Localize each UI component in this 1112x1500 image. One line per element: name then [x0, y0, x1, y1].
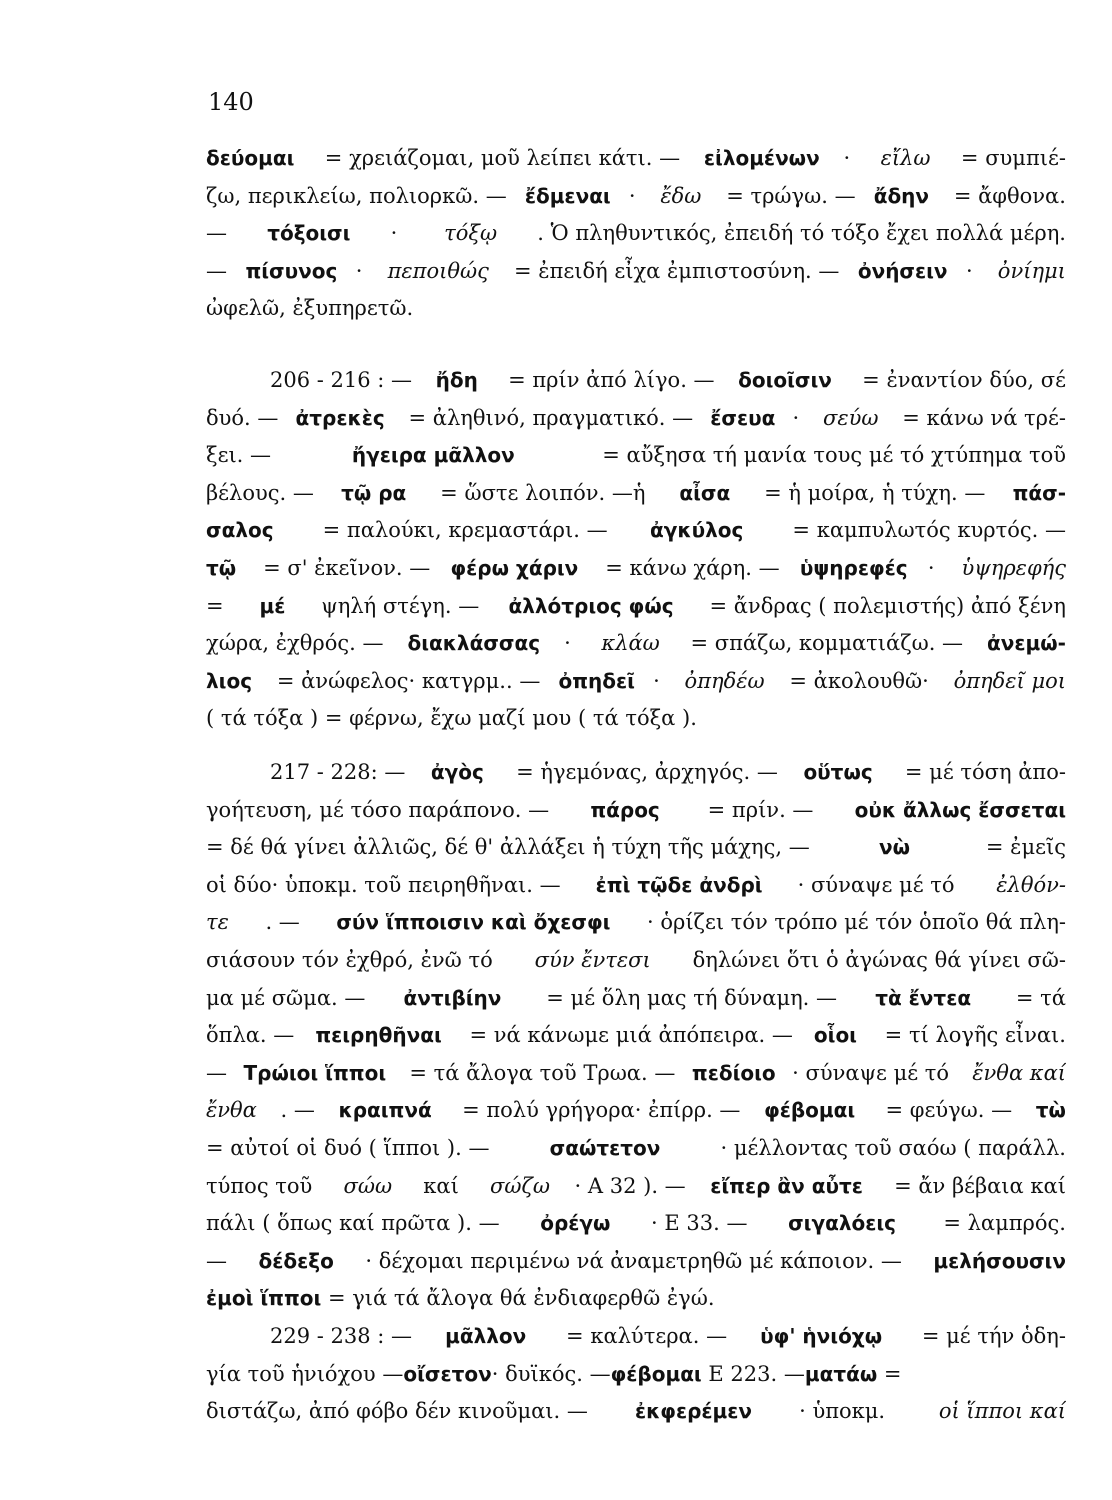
headword: ἔδμεναι [524, 183, 611, 208]
text-line [206, 1318, 1066, 1356]
headword: πίσυνος [245, 258, 338, 283]
gloss-text: = ἐπειδή εἶχα ἐμπιστοσύνη. — [507, 258, 840, 283]
gloss-text: = ἄφθονα. [947, 183, 1066, 208]
headword: φέρω χάριν [450, 555, 579, 580]
gloss-text: = πρίν. — [700, 797, 814, 822]
headword: σαώτετον [549, 1135, 661, 1160]
gloss-text: = τί λογῆς εἶναι. [878, 1023, 1066, 1048]
headword: φέβομαι [764, 1098, 856, 1123]
gloss-text: ξει. — [206, 443, 272, 468]
headword: οἷοι [813, 1023, 857, 1048]
headword: μέ [259, 593, 286, 618]
italic-term: ὀνίημι [997, 258, 1066, 283]
text-line [206, 1356, 1066, 1394]
gloss-text: · ὁρίζει τόν τρόπο μέ τόν ὁποῖο θά πλη- [646, 910, 1066, 935]
italic-term: ἐλθόν- [996, 872, 1066, 897]
italic-term: πεποιθώς [387, 258, 489, 283]
gloss-text: = συμπιέ- [954, 146, 1066, 170]
text-line [206, 942, 1066, 980]
gloss-text: = μέ ὅλη μας τή δύναμη. — [539, 985, 838, 1010]
gloss-text: = αὐτοί οἱ δυό ( ἵπποι ). — [206, 1135, 490, 1160]
paragraph-206-216 [206, 362, 1066, 738]
gloss-text: οἱ δύο· ὑποκμ. τοῦ πειρηθῆναι. — [206, 872, 561, 897]
gloss-text: 229 - 238 : — [270, 1324, 413, 1348]
gloss-text: ψηλή στέγη. — [314, 593, 480, 618]
gloss-text: · [927, 555, 942, 580]
text-line [206, 792, 1066, 830]
text-line [206, 829, 1066, 867]
gloss-text: · δέχομαι περιμένω νά ἀναμετρηθῶ μέ κάποιον. — [365, 1248, 902, 1273]
text-line [206, 253, 1066, 291]
gloss-text: γοήτευση, μέ τόσο παράπονο. — [206, 797, 550, 822]
gloss-text: = τά [1009, 985, 1066, 1010]
italic-term: τόξῳ [444, 221, 498, 246]
headword: πεδίοιο [691, 1060, 776, 1085]
headword: μελήσουσιν [933, 1248, 1066, 1273]
gloss-text: — [206, 258, 227, 283]
gloss-text: · [966, 258, 980, 283]
headword: πάσ- [1012, 480, 1066, 505]
headword: ἄδην [873, 183, 930, 208]
gloss-text: = κάνω νά τρέ- [895, 405, 1066, 430]
gloss-text: · σύναψε μέ τό [797, 872, 962, 897]
text-line [206, 625, 1066, 663]
gloss-text: χώρα, ἐχθρός. — [206, 631, 384, 656]
text-line [206, 362, 1066, 400]
headword: Τρώιοι ἵπποι [243, 1060, 387, 1085]
paragraph-229-238 [206, 1318, 1066, 1431]
gloss-text: ζω, περικλείω, πολιορκῶ. — [206, 183, 507, 208]
gloss-text: = τά ἄλογα τοῦ Τρωα. — [402, 1060, 676, 1085]
text-line [206, 400, 1066, 438]
text-line [206, 1205, 1066, 1243]
headword: τόξοισι [267, 221, 351, 246]
headword: νὼ [878, 835, 910, 860]
gloss-text: = σ' ἐκεῖνον. — [256, 555, 431, 580]
gloss-text: = τρώγω. — [719, 183, 856, 208]
text-line [206, 588, 1066, 626]
headword: οὐκ ἄλλως ἔσσεται [854, 797, 1066, 822]
gloss-text: · μέλλοντας τοῦ σαόω ( παράλλ. [720, 1135, 1066, 1160]
italic-term: σεύω [822, 405, 879, 430]
gloss-text: 217 - 228: — [270, 760, 406, 784]
text-line [206, 754, 1066, 792]
headword: ἤγειρα μᾶλλον [351, 443, 515, 468]
gloss-text: · σύναψε μέ τό [792, 1060, 956, 1085]
headword: δοιοῖσιν [738, 368, 832, 392]
gloss-text: = μέ τήν ὁδη- [915, 1324, 1066, 1348]
gloss-text: · [653, 668, 667, 693]
headword: ἔσευα [710, 405, 776, 430]
gloss-text: = ἡγεμόνας, ἀρχηγός. — [509, 760, 778, 784]
gloss-text: . — [265, 910, 300, 935]
gloss-text: = νά κάνωμε μιά ἀπόπειρα. — [462, 1023, 793, 1048]
gloss-text: δηλώνει ὅτι ὁ ἀγώνας θά γίνει σῶ- [685, 947, 1066, 972]
gloss-text: = καμπυλωτός κυρτός. — [785, 518, 1066, 543]
text-line [206, 904, 1066, 942]
text-line [206, 178, 1066, 216]
gloss-text: = μέ τόση ἀπο- [898, 760, 1066, 784]
gloss-text: = κάνω χάρη. — [598, 555, 780, 580]
text-line [206, 215, 1066, 253]
headword: φέβομαι [610, 1361, 702, 1386]
headword: πειρηθῆναι [315, 1023, 442, 1048]
gloss-text: ( τά τόξα ) = φέρνω, ἔχω μαζί μου ( τά τόξα ). [206, 706, 697, 731]
paragraph-217-228 [206, 754, 1066, 1318]
gloss-text: . — [280, 1098, 315, 1123]
gloss-text: · δυϊκός. — [491, 1361, 611, 1386]
gloss-text: βέλους. — [206, 480, 314, 505]
headword: εἴπερ ἂν αὖτε [710, 1173, 863, 1198]
gloss-text: · [355, 258, 370, 283]
text-line [206, 290, 1066, 328]
text-line [206, 1168, 1066, 1206]
text-line [206, 980, 1066, 1018]
text-line [206, 1055, 1066, 1093]
headword: ματάω [804, 1361, 878, 1386]
gloss-text: = [206, 593, 231, 618]
gloss-text: · [792, 405, 806, 430]
text-line [206, 867, 1066, 905]
gloss-text: = ἀνώφελος· κατγρμ.. — [270, 668, 541, 693]
gloss-text: — [206, 221, 227, 246]
headword: ὀρέγω [540, 1211, 611, 1236]
headword: αἶσα [679, 480, 731, 505]
text-line [206, 512, 1066, 550]
gloss-text: = ἄν βέβαια καί [887, 1173, 1066, 1198]
gloss-text: = σπάζω, κομματιάζω. — [683, 631, 964, 656]
gloss-text: = [877, 1361, 902, 1386]
gloss-text: · Ε 33. — [651, 1211, 748, 1236]
italic-term: σύν ἔντεσι [534, 947, 651, 972]
italic-term: εἴλω [880, 146, 931, 170]
gloss-text: = δέ θά γίνει ἀλλιῶς, δέ θ' ἀλλάξει ἡ τύχη τῆς μάχης, — [206, 835, 810, 860]
text-line [206, 1393, 1066, 1431]
headword: ἀγὸς [430, 760, 484, 784]
headword: σύν ἵπποισιν καὶ ὄχεσφι [336, 910, 611, 935]
headword: ὑψηρεφές [799, 555, 908, 580]
gloss-text: = πρίν ἀπό λίγο. — [501, 368, 715, 392]
paragraph-lines-5-to-9 [206, 140, 1066, 328]
italic-term: ὀπηδεῖ μοι [953, 668, 1066, 693]
headword: ἤδη [435, 368, 478, 392]
headword: σιγαλόεις [788, 1211, 897, 1236]
italic-term: ὑψηρεφής [961, 555, 1066, 580]
italic-term: τε [206, 910, 229, 935]
italic-term: ἔνθα [206, 1098, 257, 1123]
gloss-text: = καλύτερα. — [559, 1324, 728, 1348]
headword: ἀλλότριος φώς [508, 593, 674, 618]
text-line [206, 550, 1066, 588]
headword: ἀντιβίην [403, 985, 502, 1010]
headword: μᾶλλον [445, 1324, 527, 1348]
gloss-text: — [206, 1060, 227, 1085]
gloss-text: ὠφελῶ, ἐξυπηρετῶ. [206, 296, 414, 321]
gloss-text: = γιά τά ἄλογα θά ἐνδιαφερθῶ ἐγώ. [321, 1286, 715, 1311]
gloss-text: 206 - 216 : — [270, 368, 413, 392]
gloss-text: · [564, 631, 578, 656]
text-line [206, 1130, 1066, 1168]
headword: ὀπηδεῖ [558, 668, 635, 693]
headword: ὑφ' ἡνιόχῳ [760, 1324, 883, 1348]
italic-term: ἔνθα καί [972, 1060, 1066, 1085]
headword: τὰ ἔντεα [875, 985, 972, 1010]
italic-term: ἔδω [660, 183, 702, 208]
gloss-text: = ἐμεῖς [979, 835, 1066, 860]
headword: τὼ [1035, 1098, 1066, 1123]
gloss-text: · ὑποκμ. [799, 1399, 892, 1424]
gloss-text: · [843, 146, 857, 170]
headword: εἰλομένων [703, 146, 820, 170]
gloss-text: = λαμπρός. [936, 1211, 1066, 1236]
italic-term: ὀπηδέω [684, 668, 765, 693]
headword: λιος [206, 668, 253, 693]
headword: ἀγκύλος [650, 518, 744, 543]
gloss-text: · [628, 183, 643, 208]
italic-term: σώω [343, 1173, 393, 1198]
headword: τῷ ρα [341, 480, 407, 505]
page-number: 140 [208, 88, 254, 116]
gloss-text: ὅπλα. — [206, 1023, 295, 1048]
text-line [206, 437, 1066, 475]
headword: ὀνήσειν [857, 258, 948, 283]
gloss-text: καί [416, 1173, 466, 1198]
gloss-text: = ὥστε λοιπόν. —ἡ [433, 480, 653, 505]
gloss-text: = ἄνδρας ( πολεμιστής) ἀπό ξένη [702, 593, 1066, 618]
headword: ἀτρεκὲς [295, 405, 385, 430]
gloss-text: · [390, 221, 404, 246]
gloss-text: = πολύ γρήγορα· ἐπίρρ. — [455, 1098, 741, 1123]
headword: πάρος [590, 797, 660, 822]
text-line [206, 1017, 1066, 1055]
gloss-text: δυό. — [206, 405, 279, 430]
italic-term: οἱ ἵπποι καί [938, 1399, 1066, 1424]
gloss-text: = αὔξησα τή μανία τους μέ τό χτύπημα τοῦ [595, 443, 1066, 468]
text-line [206, 140, 1066, 178]
gloss-text: = ἡ μοίρα, ἡ τύχη. — [757, 480, 986, 505]
headword: οἴσετον [403, 1361, 492, 1386]
headword: τῷ [206, 555, 237, 580]
headword: διακλάσσας [407, 631, 541, 656]
gloss-text: = ἀκολουθῶ· [782, 668, 936, 693]
headword: δεύομαι [206, 146, 295, 170]
gloss-text: πάλι ( ὅπως καί πρῶτα ). — [206, 1211, 500, 1236]
gloss-text: . Ὁ πληθυντικός, ἐπειδή τό τόξο ἔχει πολλά μέρη. [537, 221, 1066, 246]
gloss-text: = χρειάζομαι, μοῦ λείπει κάτι. — [318, 146, 681, 170]
gloss-text: διστάζω, ἀπό φόβο δέν κινοῦμαι. — [206, 1399, 588, 1424]
text-line [206, 663, 1066, 701]
italic-term: κλάω [601, 631, 660, 656]
gloss-text: — [206, 1248, 227, 1273]
gloss-text: = φεύγω. — [878, 1098, 1013, 1123]
headword: κραιπνά [338, 1098, 432, 1123]
headword: ἐπὶ τῷδε ἀνδρὶ [595, 872, 763, 897]
text-line [206, 1092, 1066, 1130]
gloss-text: · Α 32 ). — [574, 1173, 686, 1198]
headword: ἀνεμώ- [987, 631, 1066, 656]
headword: δέδεξο [258, 1248, 334, 1273]
text-line [206, 475, 1066, 513]
headword: ἐκφερέμεν [634, 1399, 753, 1424]
gloss-text: τύπος τοῦ [206, 1173, 319, 1198]
text-line [206, 700, 1066, 738]
headword: οὕτως [803, 760, 873, 784]
gloss-text: = ἀληθινό, πραγματικό. — [401, 405, 694, 430]
gloss-text: σιάσουν τόν ἐχθρό, ἐνῶ τό [206, 947, 500, 972]
headword: ἐμοὶ ἵπποι [206, 1286, 322, 1311]
gloss-text: Ε 223. — [701, 1361, 805, 1386]
gloss-text: γία τοῦ ἡνιόχου — [206, 1361, 404, 1386]
gloss-text: = ἐναντίον δύο, σέ [855, 368, 1066, 392]
text-line [206, 1280, 1066, 1318]
text-line [206, 1243, 1066, 1281]
italic-term: σώζω [490, 1173, 551, 1198]
gloss-text: μα μέ σῶμα. — [206, 985, 366, 1010]
headword: σαλος [206, 518, 274, 543]
gloss-text: = παλούκι, κρεμαστάρι. — [315, 518, 608, 543]
